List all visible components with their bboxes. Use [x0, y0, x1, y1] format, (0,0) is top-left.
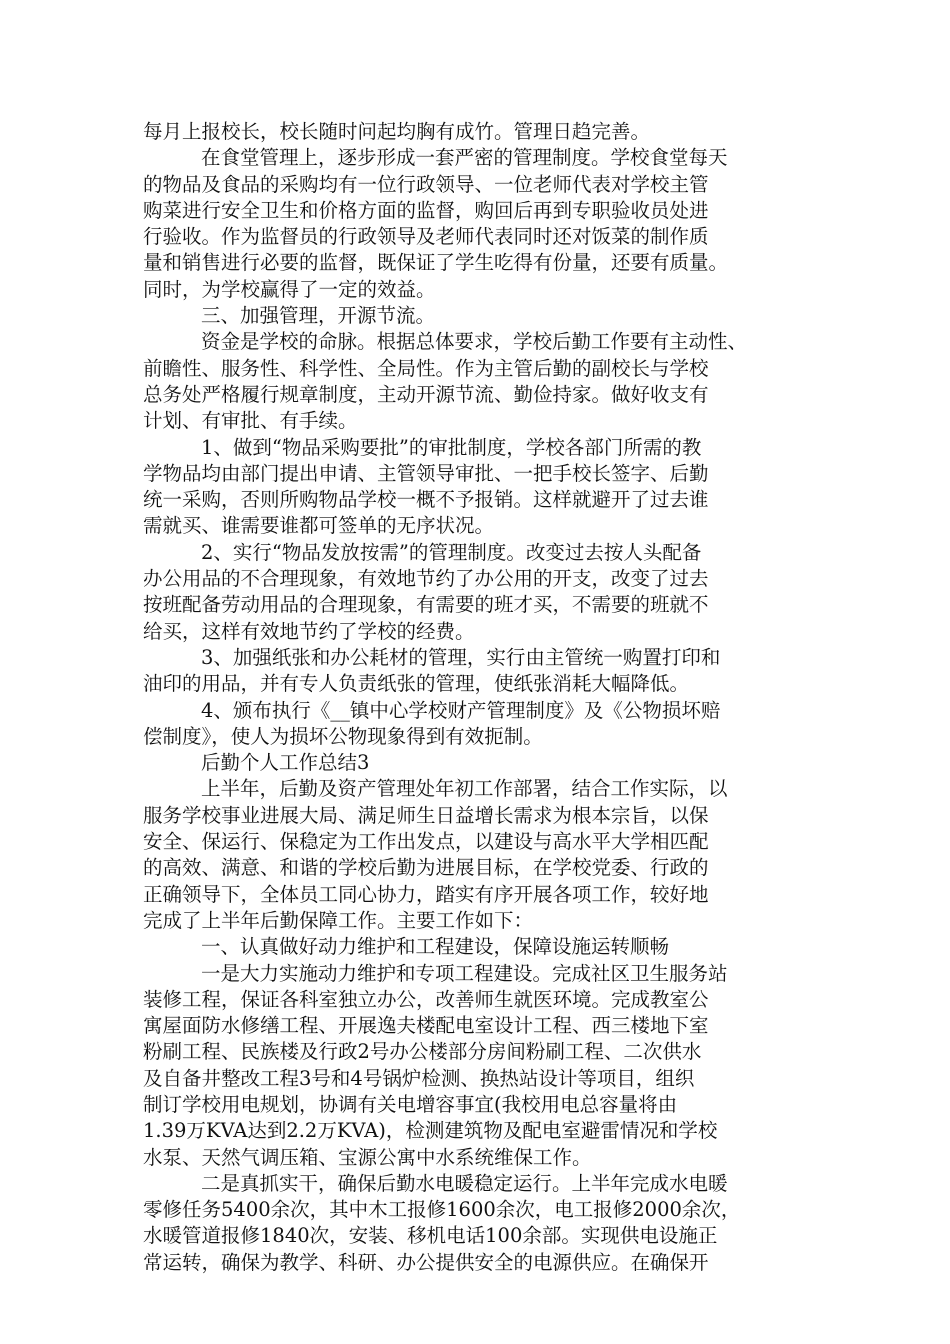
list-item-start: 3、加强纸张和办公耗材的管理，实行由主管统一购置打印和 [201, 645, 721, 669]
list-item-start: 2、实行“物品发放按需”的管理制度。改变过去按人头配备 [201, 540, 702, 564]
text-line: 计划、有审批、有手续。 [143, 409, 358, 433]
paragraph-start: 资金是学校的命脉。根据总体要求，学校后勤工作要有主动性、 [201, 330, 748, 354]
paragraph-start: 二是真抓实干，确保后勤水电暖稳定运行。上半年完成水电暖 [201, 1171, 728, 1195]
text-line: 制订学校用电规划，协调有关电增容事宜(我校用电总容量将由 [143, 1092, 678, 1116]
text-line: 量和销售进行必要的监督，既保证了学生吃得有份量，还要有质量。 [143, 251, 729, 275]
list-item-start: 4、颁布执行《__镇中心学校财产管理制度》及《公物损坏赔 [201, 698, 721, 722]
text-line: 需就买、谁需要谁都可签单的无序状况。 [143, 514, 495, 538]
text-line: 水泵、天然气调压箱、宝源公寓中水系统维保工作。 [143, 1145, 592, 1169]
text-line: 水暖管道报修1840次，安装、移机电话100余部。实现供电设施正 [143, 1224, 718, 1248]
text-line: 行验收。作为监督员的行政领导及老师代表同时还对饭菜的制作质 [143, 225, 709, 249]
paragraph-start: 在食堂管理上，逐步形成一套严密的管理制度。学校食堂每天 [201, 146, 728, 170]
text-line: 油印的用品，并有专人负责纸张的管理，使纸张消耗大幅降低。 [143, 672, 690, 696]
paragraph-start: 上半年，后勤及资产管理处年初工作部署，结合工作实际，以 [201, 777, 728, 801]
text-line: 的物品及食品的采购均有一位行政领导、一位老师代表对学校主管 [143, 172, 709, 196]
paragraph-start: 一是大力实施动力维护和专项工程建设。完成社区卫生服务站 [201, 961, 728, 985]
text-line: 及自备井整改工程3号和4号锅炉检测、换热站设计等项目，组织 [143, 1066, 695, 1090]
text-line: 装修工程，保证各科室独立办公，改善师生就医环境。完成教室公 [143, 987, 709, 1011]
list-item-start: 1、做到“物品采购要批”的审批制度，学校各部门所需的教 [201, 435, 702, 459]
text-line: 按班配备劳动用品的合理现象，有需要的班才买，不需要的班就不 [143, 593, 709, 617]
document-body [143, 119, 843, 1276]
text-line: 1.39万KVA达到2.2万KVA)，检测建筑物及配电室避雷情况和学校 [143, 1119, 718, 1143]
text-line: 零修任务5400余次，其中木工报修1600余次，电工报修2000余次， [143, 1198, 741, 1222]
text-line: 寓屋面防水修缮工程、开展逸夫楼配电室设计工程、西三楼地下室 [143, 1014, 709, 1038]
text-line: 办公用品的不合理现象，有效地节约了办公用的开支，改变了过去 [143, 567, 709, 591]
section-heading: 三、加强管理，开源节流。 [201, 304, 436, 328]
text-line: 安全、保运行、保稳定为工作出发点，以建设与高水平大学相匹配 [143, 830, 709, 854]
text-line: 统一采购，否则所购物品学校一概不予报销。这样就避开了过去谁 [143, 488, 709, 512]
text-line: 偿制度》，使人为损坏公物现象得到有效扼制。 [143, 724, 543, 748]
text-line: 正确领导下，全体员工同心协力，踏实有序开展各项工作，较好地 [143, 882, 709, 906]
text-line: 学物品均由部门提出申请、主管领导审批、一把手校长签字、后勤 [143, 461, 709, 485]
section-heading: 一、认真做好动力维护和工程建设，保障设施运转顺畅 [201, 935, 670, 959]
text-line: 购菜进行安全卫生和价格方面的监督，购回后再到专职验收员处进 [143, 198, 709, 222]
text-line: 每月上报校长，校长随时问起均胸有成竹。管理日趋完善。 [143, 120, 651, 143]
text-line: 前瞻性、服务性、科学性、全局性。作为主管后勤的副校长与学校 [143, 356, 709, 380]
text-line: 的高效、满意、和谐的学校后勤为进展目标，在学校党委、行政的 [143, 856, 709, 880]
text-line: 常运转，确保为教学、科研、办公提供安全的电源供应。在确保开 [143, 1250, 709, 1274]
text-line: 服务学校事业进展大局、满足师生日益增长需求为根本宗旨，以保 [143, 803, 709, 827]
text-line: 同时，为学校赢得了一定的效益。 [143, 277, 436, 301]
text-line: 粉刷工程、民族楼及行政2号办公楼部分房间粉刷工程、二次供水 [143, 1040, 702, 1064]
text-line: 完成了上半年后勤保障工作。主要工作如下： [143, 908, 534, 932]
section-title: 后勤个人工作总结3 [201, 751, 370, 775]
text-line: 给买，这样有效地节约了学校的经费。 [143, 619, 475, 643]
text-line: 总务处严格履行规章制度，主动开源节流、勤俭持家。做好收支有 [143, 382, 709, 406]
